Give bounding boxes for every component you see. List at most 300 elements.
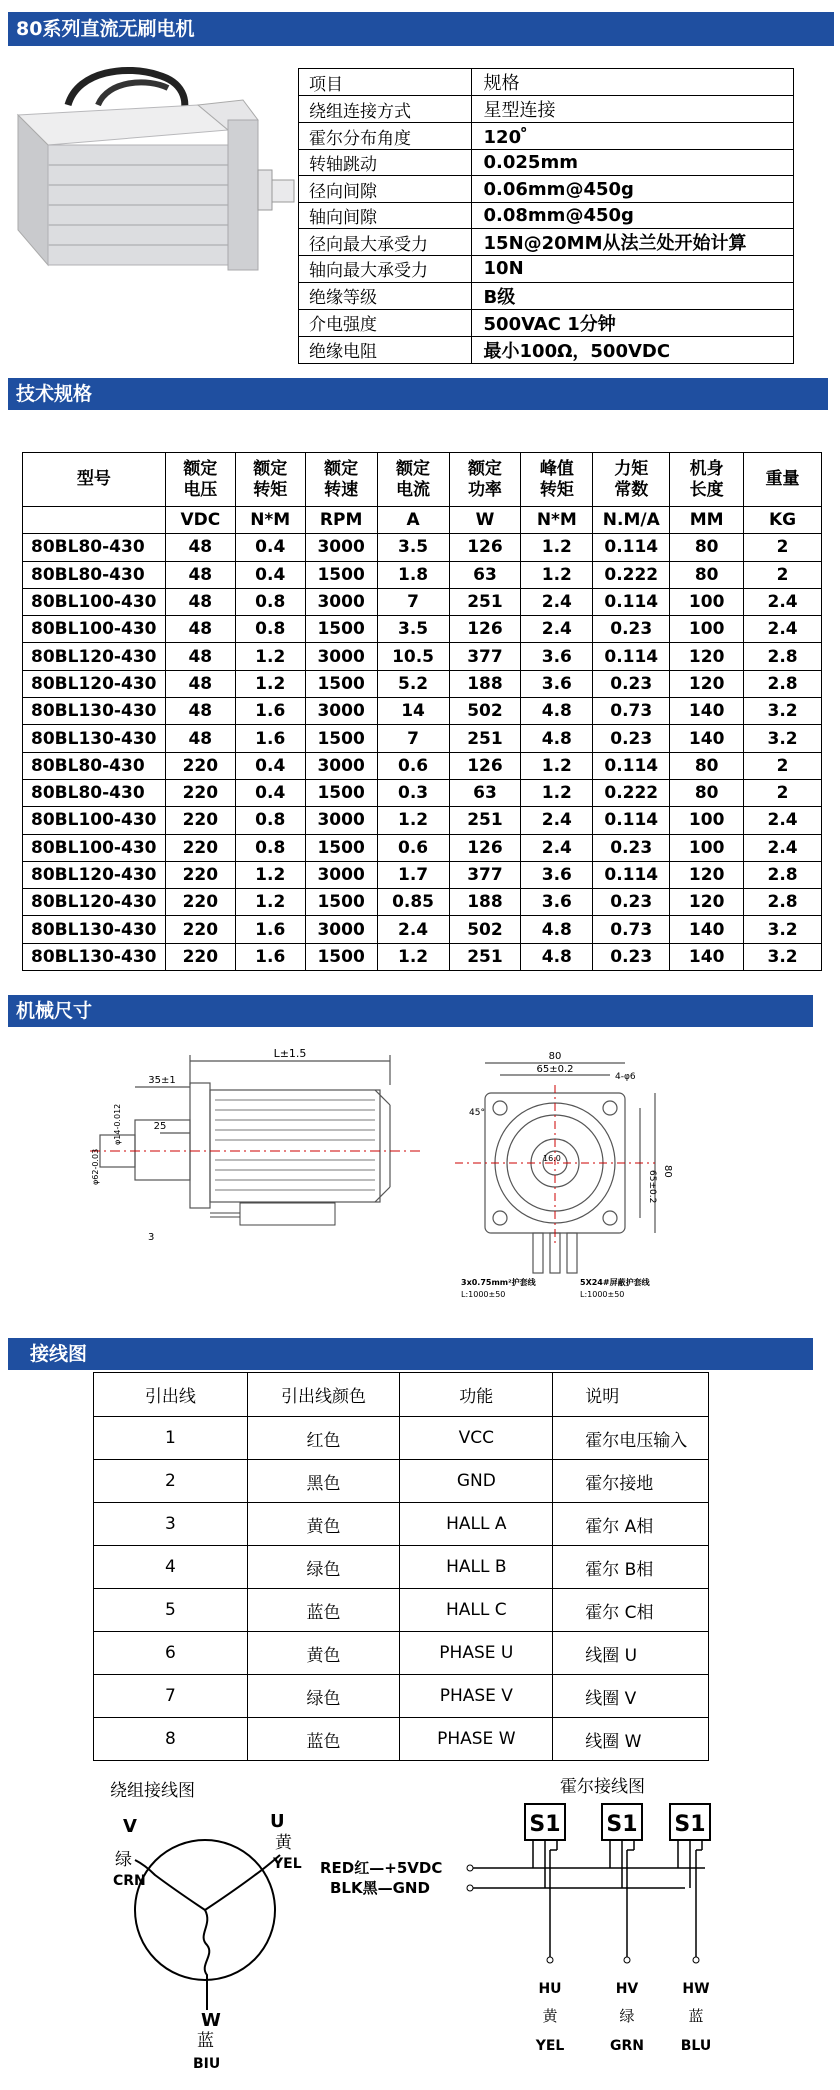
winding-v-en: CRN [113, 1873, 146, 1889]
tech-row [23, 861, 822, 888]
spec-label: 介电强度 [299, 309, 472, 336]
wiring-cell: 3 [94, 1503, 248, 1546]
dim-shaft-dia: φ14-0.012 [113, 1103, 122, 1145]
tech-cell: 1.7 [377, 861, 449, 888]
wiring-cell: 绿色 [247, 1546, 400, 1589]
spec-value: 0.08mm@450g [471, 202, 793, 228]
wiring-cell: 霍尔 C相 [553, 1589, 709, 1632]
wiring-cell: PHASE W [400, 1718, 553, 1761]
dim-spigot-dia: φ62-0.03 [91, 1148, 100, 1185]
tech-cell: 1500 [305, 834, 377, 861]
spec-header-value: 规格 [471, 69, 793, 96]
tech-cell: 1500 [305, 561, 377, 588]
tech-cell: 3000 [305, 861, 377, 888]
tech-row [23, 943, 822, 970]
wiring-cell: HALL A [400, 1503, 553, 1546]
tech-model: 80BL100-430 [23, 807, 166, 834]
wiring-cell: HALL C [400, 1589, 553, 1632]
tech-cell: 0.114 [593, 643, 670, 670]
tech-cell: 2.8 [744, 670, 822, 697]
tech-cell: 2 [744, 752, 822, 779]
section-bar-mech [8, 995, 813, 1027]
tech-cell: 2.4 [744, 834, 822, 861]
tech-header-row [23, 453, 822, 507]
tech-cell: 126 [449, 834, 521, 861]
hall-out-hw: HW [682, 1981, 710, 1997]
wiring-cell: 霍尔 B相 [553, 1546, 709, 1589]
winding-u-cn: 黄 [275, 1833, 292, 1853]
tech-cell: 0.8 [235, 807, 305, 834]
dim-angle: 45° [469, 1108, 485, 1118]
tech-model: 80BL80-430 [23, 534, 166, 561]
tech-unit: N.M/A [593, 507, 670, 534]
wiring-header-cell: 引出线 [94, 1373, 248, 1417]
mech-front-view [455, 1045, 735, 1315]
tech-header: 额定 功率 [449, 453, 521, 507]
dim-shaft-length: 35±1 [148, 1075, 176, 1086]
tech-cell: 80 [670, 779, 744, 806]
cable2-label: 5X24#屏蔽护套线 [580, 1278, 650, 1287]
tech-cell: 1.2 [521, 779, 593, 806]
tech-model: 80BL130-430 [23, 698, 166, 725]
tech-header: 峰值 转矩 [521, 453, 593, 507]
tech-cell: 2.4 [521, 588, 593, 615]
wiring-cell: VCC [400, 1417, 553, 1460]
spec-row [299, 150, 794, 176]
tech-cell: 3000 [305, 916, 377, 943]
tech-cell: 0.23 [593, 943, 670, 970]
tech-cell: 2 [744, 779, 822, 806]
wiring-cell: 7 [94, 1675, 248, 1718]
tech-row [23, 643, 822, 670]
tech-cell: 0.85 [377, 889, 449, 916]
tech-cell: 377 [449, 861, 521, 888]
spec-table [298, 68, 794, 364]
tech-cell: 2.4 [377, 916, 449, 943]
tech-row [23, 588, 822, 615]
tech-cell: 220 [165, 861, 235, 888]
tech-cell: 1.2 [377, 807, 449, 834]
tech-model: 80BL80-430 [23, 561, 166, 588]
tech-cell: 3000 [305, 534, 377, 561]
spec-label: 转轴跳动 [299, 150, 472, 176]
spec-row [299, 256, 794, 282]
tech-cell: 0.73 [593, 916, 670, 943]
tech-cell: 120 [670, 643, 744, 670]
spec-row [299, 176, 794, 202]
tech-cell: 48 [165, 588, 235, 615]
spec-row [299, 336, 794, 363]
tech-cell: 7 [377, 725, 449, 752]
wiring-cell: 线圈 W [553, 1718, 709, 1761]
tech-model: 80BL130-430 [23, 725, 166, 752]
tech-cell: 140 [670, 916, 744, 943]
dim-key-length: 25 [153, 1121, 167, 1132]
winding-w: W [201, 2010, 221, 2031]
cable1-label: 3x0.75mm²护套线 [461, 1278, 536, 1287]
wiring-cell: 红色 [247, 1417, 400, 1460]
spec-value: 0.06mm@450g [471, 176, 793, 202]
tech-cell: 80 [670, 534, 744, 561]
tech-cell: 1.6 [235, 916, 305, 943]
tech-cell: 140 [670, 698, 744, 725]
wiring-cell: 黑色 [247, 1460, 400, 1503]
tech-cell: 0.222 [593, 561, 670, 588]
wiring-row [94, 1675, 709, 1718]
tech-cell: 0.8 [235, 616, 305, 643]
tech-cell: 0.73 [593, 698, 670, 725]
tech-cell: 48 [165, 561, 235, 588]
tech-unit: W [449, 507, 521, 534]
tech-model: 80BL130-430 [23, 916, 166, 943]
hall-out-hu: HU [538, 1981, 562, 1997]
tech-cell: 3.6 [521, 861, 593, 888]
tech-cell: 220 [165, 889, 235, 916]
tech-cell: 0.114 [593, 588, 670, 615]
wiring-cell: 黄色 [247, 1632, 400, 1675]
hall-red: RED红—+5VDC [320, 1859, 443, 1877]
wiring-cell: 霍尔 A相 [553, 1503, 709, 1546]
wiring-table [93, 1372, 709, 1761]
spec-row [299, 96, 794, 123]
section-bar-tech [8, 378, 828, 410]
spec-value: 0.025mm [471, 150, 793, 176]
section-title-wiring: 接线图 [30, 1343, 88, 1365]
hall-out-hv: HV [615, 1981, 639, 1997]
tech-cell: 1.2 [521, 561, 593, 588]
wiring-cell: 6 [94, 1632, 248, 1675]
tech-cell: 120 [670, 670, 744, 697]
tech-cell: 100 [670, 834, 744, 861]
tech-cell: 0.23 [593, 834, 670, 861]
wiring-cell: 霍尔接地 [553, 1460, 709, 1503]
page-title: 80系列直流无刷电机 [16, 18, 195, 40]
motor-image [8, 60, 298, 275]
section-bar-wiring [8, 1338, 813, 1370]
tech-unit: KG [744, 507, 822, 534]
wiring-cell: 蓝色 [247, 1589, 400, 1632]
tech-cell: 10.5 [377, 643, 449, 670]
tech-cell: 220 [165, 752, 235, 779]
tech-model: 80BL120-430 [23, 643, 166, 670]
tech-cell: 188 [449, 889, 521, 916]
tech-cell: 3.2 [744, 698, 822, 725]
tech-cell: 2.8 [744, 889, 822, 916]
section-title-mech: 机械尺寸 [16, 1000, 93, 1022]
tech-cell: 251 [449, 943, 521, 970]
tech-table [22, 452, 822, 971]
tech-cell: 100 [670, 588, 744, 615]
tech-cell: 0.23 [593, 725, 670, 752]
spec-value: 10N [471, 256, 793, 282]
tech-cell: 0.23 [593, 889, 670, 916]
tech-cell: 5.2 [377, 670, 449, 697]
tech-cell: 0.23 [593, 670, 670, 697]
tech-cell: 220 [165, 916, 235, 943]
tech-cell: 3.5 [377, 534, 449, 561]
tech-cell: 4.8 [521, 698, 593, 725]
spec-header [299, 69, 794, 96]
hall-sensor-3: S1 [674, 1812, 706, 1837]
wiring-cell: 蓝色 [247, 1718, 400, 1761]
tech-cell: 3.6 [521, 889, 593, 916]
wiring-cell: 绿色 [247, 1675, 400, 1718]
tech-cell: 2.4 [521, 616, 593, 643]
hall-sensor-1: S1 [529, 1812, 561, 1837]
winding-diagram [95, 1780, 345, 2080]
tech-cell: 1500 [305, 943, 377, 970]
tech-cell: 3000 [305, 698, 377, 725]
tech-cell: 120 [670, 861, 744, 888]
hall-out-hw-en: BLU [680, 2038, 712, 2054]
spec-label: 绝缘电阻 [299, 336, 472, 363]
tech-cell: 1.2 [521, 752, 593, 779]
tech-cell: 48 [165, 698, 235, 725]
tech-model-header: 型号 [23, 453, 166, 507]
tech-cell: 3000 [305, 807, 377, 834]
dim-hole-spacing: 65±0.2 [536, 1064, 574, 1075]
hall-out-hv-cn: 绿 [619, 2007, 635, 2025]
tech-cell: 80 [670, 752, 744, 779]
wiring-cell: 2 [94, 1460, 248, 1503]
tech-cell: 220 [165, 779, 235, 806]
winding-u-en: YEL [273, 1856, 302, 1872]
tech-cell: 0.222 [593, 779, 670, 806]
tech-cell: 63 [449, 779, 521, 806]
tech-cell: 3.5 [377, 616, 449, 643]
tech-unit: N*M [235, 507, 305, 534]
tech-cell: 3.2 [744, 916, 822, 943]
tech-cell: 1.6 [235, 725, 305, 752]
hall-sensor-2: S1 [606, 1812, 638, 1837]
tech-cell: 3000 [305, 588, 377, 615]
spec-value: 15N@20MM从法兰处开始计算 [471, 229, 793, 256]
tech-cell: 140 [670, 943, 744, 970]
spec-row [299, 202, 794, 228]
tech-row [23, 698, 822, 725]
tech-cell: 100 [670, 616, 744, 643]
tech-cell: 3.6 [521, 670, 593, 697]
tech-model: 80BL120-430 [23, 889, 166, 916]
wiring-cell: 1 [94, 1417, 248, 1460]
tech-header: 额定 转速 [305, 453, 377, 507]
tech-cell: 48 [165, 616, 235, 643]
tech-cell: 3000 [305, 643, 377, 670]
winding-w-cn: 蓝 [197, 2031, 214, 2051]
tech-row [23, 779, 822, 806]
tech-unit: N*M [521, 507, 593, 534]
wiring-cell: 5 [94, 1589, 248, 1632]
tech-cell: 1.2 [235, 889, 305, 916]
tech-cell: 251 [449, 725, 521, 752]
tech-cell: 0.6 [377, 752, 449, 779]
winding-title: 绕组接线图 [110, 1781, 195, 1801]
tech-cell: 0.8 [235, 834, 305, 861]
tech-header: 机身 长度 [670, 453, 744, 507]
tech-header: 额定 电压 [165, 453, 235, 507]
tech-cell: 1.6 [235, 698, 305, 725]
tech-model: 80BL100-430 [23, 588, 166, 615]
spec-label: 绝缘等级 [299, 282, 472, 309]
winding-v-cn: 绿 [115, 1850, 132, 1870]
tech-cell: 2.4 [744, 807, 822, 834]
wiring-cell: GND [400, 1460, 553, 1503]
spec-value: B级 [471, 282, 793, 309]
tech-model: 80BL120-430 [23, 670, 166, 697]
tech-cell: 0.4 [235, 779, 305, 806]
spec-label: 径向间隙 [299, 176, 472, 202]
tech-model: 80BL120-430 [23, 861, 166, 888]
tech-header: 额定 电流 [377, 453, 449, 507]
tech-header: 额定 转矩 [235, 453, 305, 507]
tech-cell: 2.4 [744, 616, 822, 643]
tech-cell: 1500 [305, 889, 377, 916]
tech-unit: A [377, 507, 449, 534]
spec-row [299, 309, 794, 336]
tech-unit: VDC [165, 507, 235, 534]
tech-cell: 0.6 [377, 834, 449, 861]
dim-holes: 4-φ6 [615, 1072, 636, 1082]
tech-cell: 220 [165, 807, 235, 834]
tech-row [23, 670, 822, 697]
tech-cell: 126 [449, 752, 521, 779]
tech-cell: 1.2 [521, 534, 593, 561]
tech-cell: 1.8 [377, 561, 449, 588]
tech-cell: 4.8 [521, 943, 593, 970]
tech-cell: 140 [670, 725, 744, 752]
tech-cell: 0.8 [235, 588, 305, 615]
tech-cell: 100 [670, 807, 744, 834]
tech-unit: MM [670, 507, 744, 534]
tech-row [23, 916, 822, 943]
spec-value: 500VAC 1分钟 [471, 309, 793, 336]
tech-cell: 1500 [305, 670, 377, 697]
tech-cell: 48 [165, 670, 235, 697]
tech-cell: 7 [377, 588, 449, 615]
wiring-header-cell: 功能 [400, 1373, 553, 1417]
spec-row [299, 123, 794, 150]
tech-cell: 0.114 [593, 861, 670, 888]
dim-hole-v: 65±0.2 [647, 1170, 657, 1204]
hall-out-hw-cn: 蓝 [688, 2007, 704, 2025]
tech-cell: 1.2 [235, 643, 305, 670]
wiring-cell: 线圈 U [553, 1632, 709, 1675]
mech-side-view [90, 1045, 430, 1255]
wiring-row [94, 1546, 709, 1589]
spec-row [299, 229, 794, 256]
tech-model: 80BL100-430 [23, 616, 166, 643]
cable2-length: L:1000±50 [580, 1290, 625, 1299]
tech-cell: 2 [744, 534, 822, 561]
tech-cell: 2.8 [744, 643, 822, 670]
tech-units-row [23, 507, 822, 534]
tech-cell: 220 [165, 834, 235, 861]
spec-header-item: 项目 [299, 69, 472, 96]
tech-cell: 502 [449, 916, 521, 943]
section-title-tech: 技术规格 [16, 383, 93, 405]
tech-cell: 14 [377, 698, 449, 725]
dim-flange: 3 [148, 1232, 155, 1243]
wiring-row [94, 1589, 709, 1632]
tech-unit: RPM [305, 507, 377, 534]
tech-row [23, 534, 822, 561]
tech-cell: 377 [449, 643, 521, 670]
dim-shaft: 16.0 [543, 1154, 561, 1163]
tech-header: 力矩 常数 [593, 453, 670, 507]
tech-row [23, 834, 822, 861]
winding-w-en: BIU [193, 2056, 221, 2072]
tech-cell: 0.3 [377, 779, 449, 806]
wiring-row [94, 1503, 709, 1546]
tech-cell: 3.2 [744, 943, 822, 970]
spec-label: 径向最大承受力 [299, 229, 472, 256]
tech-cell: 1.2 [235, 670, 305, 697]
spec-value: 120゜ [471, 123, 793, 150]
tech-cell: 2.4 [521, 807, 593, 834]
tech-cell: 48 [165, 643, 235, 670]
tech-cell: 1.6 [235, 943, 305, 970]
spec-label: 绕组连接方式 [299, 96, 472, 123]
tech-cell: 220 [165, 943, 235, 970]
tech-model: 80BL80-430 [23, 779, 166, 806]
tech-cell: 0.4 [235, 752, 305, 779]
wiring-row [94, 1460, 709, 1503]
tech-cell: 1.2 [235, 861, 305, 888]
wiring-cell: 4 [94, 1546, 248, 1589]
tech-row [23, 752, 822, 779]
wiring-cell: 线圈 V [553, 1675, 709, 1718]
tech-row [23, 889, 822, 916]
tech-cell: 80 [670, 561, 744, 588]
tech-cell: 120 [670, 889, 744, 916]
tech-cell: 188 [449, 670, 521, 697]
spec-label: 霍尔分布角度 [299, 123, 472, 150]
tech-cell: 3.2 [744, 725, 822, 752]
tech-row [23, 725, 822, 752]
wiring-header [94, 1373, 709, 1417]
hall-diagram [320, 1770, 740, 2080]
tech-cell: 2 [744, 561, 822, 588]
wiring-cell: 霍尔电压输入 [553, 1417, 709, 1460]
wiring-header-cell: 说明 [553, 1373, 709, 1417]
hall-out-hu-en: YEL [535, 2038, 565, 2054]
tech-cell: 4.8 [521, 725, 593, 752]
wiring-row [94, 1417, 709, 1460]
tech-cell: 0.114 [593, 752, 670, 779]
wiring-cell: PHASE V [400, 1675, 553, 1718]
tech-cell: 1.2 [377, 943, 449, 970]
spec-label: 轴向间隙 [299, 202, 472, 228]
wiring-header-cell: 引出线颜色 [247, 1373, 400, 1417]
tech-cell: 48 [165, 534, 235, 561]
tech-cell: 2.4 [521, 834, 593, 861]
wiring-cell: PHASE U [400, 1632, 553, 1675]
tech-model: 80BL80-430 [23, 752, 166, 779]
tech-cell: 4.8 [521, 916, 593, 943]
tech-cell: 126 [449, 534, 521, 561]
tech-cell: 63 [449, 561, 521, 588]
tech-row [23, 616, 822, 643]
tech-cell: 0.114 [593, 807, 670, 834]
tech-units-blank [23, 507, 166, 534]
tech-model: 80BL130-430 [23, 943, 166, 970]
tech-cell: 3000 [305, 752, 377, 779]
tech-cell: 3.6 [521, 643, 593, 670]
spec-value: 星型连接 [471, 96, 793, 123]
tech-cell: 502 [449, 698, 521, 725]
winding-v: V [123, 1816, 137, 1837]
dim-width: 80 [548, 1051, 562, 1062]
